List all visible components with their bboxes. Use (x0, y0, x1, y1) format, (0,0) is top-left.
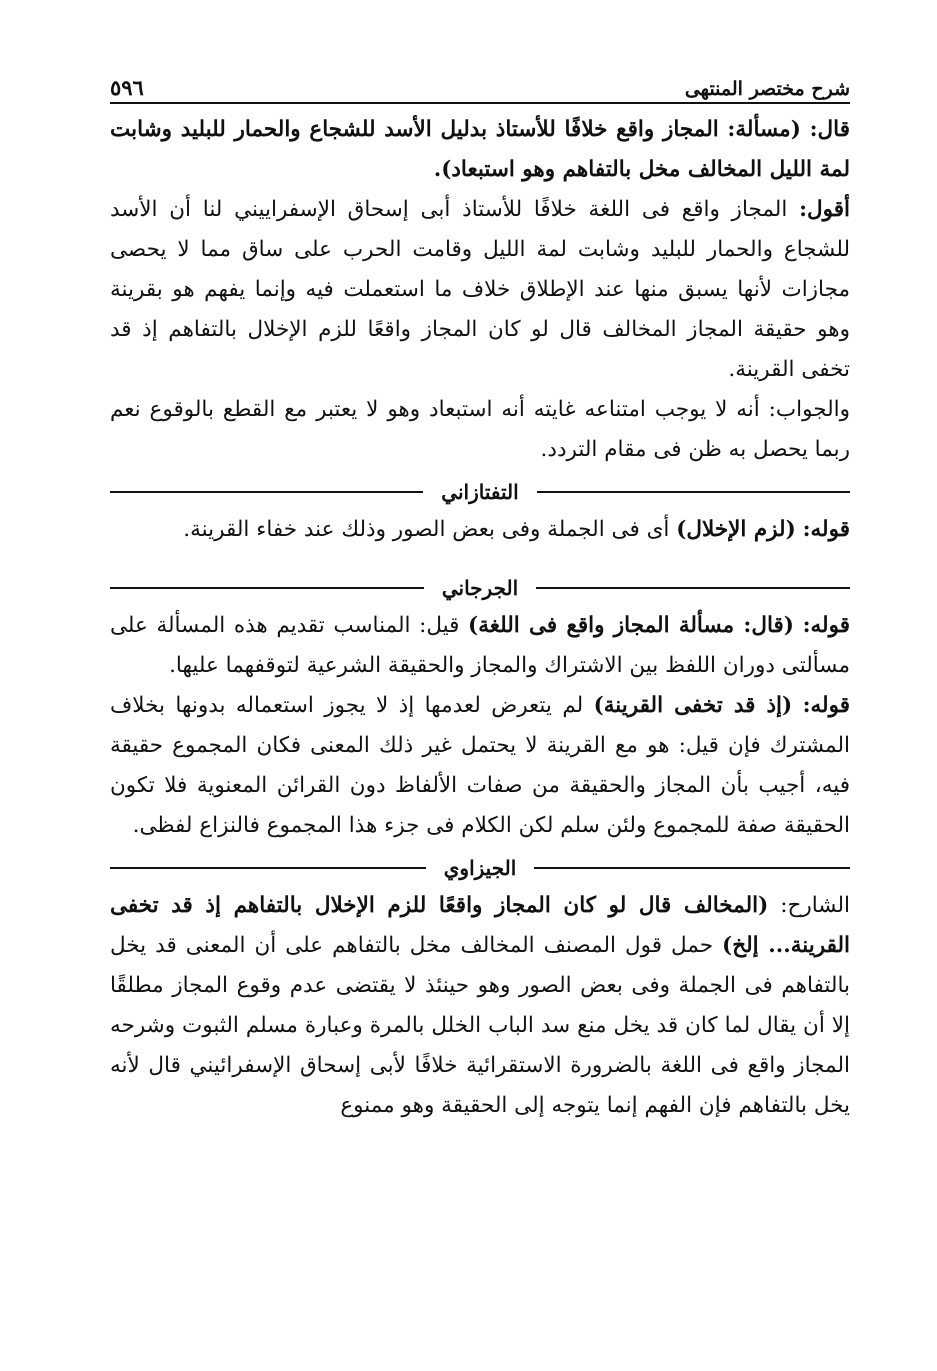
matn-text: (مسألة: المجاز واقع خلافًا للأستاذ بدليل الأسد للشجاع والحمار للبليد وشابت لمة الليل المخالف مخل بالتفاهم وهو استبعاد). (110, 117, 850, 182)
matn-lead: قال: (809, 117, 850, 142)
sharh-paragraph-1 (110, 190, 850, 390)
sharh-text-1: المجاز واقع فى اللغة خلافًا للأستاذ أبى إسحاق الإسفراييني لنا أن الأسد للشجاع والحمار للبليد وشابت لمة الليل وقامت الحرب على ساق مما لا يحصى مجازات لأنها يسبق منها عند الإطلاق خلاف ما استعملت فيه وإنما يفهم هو بقرينة وهو حقيقة المجاز المخالف قال لو كان المجاز واقعًا للزم الإخلال بالتفاهم إذ قد تخفى القرينة. (110, 197, 850, 382)
page-number: ٥٩٦ (110, 75, 144, 100)
matn-paragraph (110, 110, 850, 190)
jurjani-paragraph-1 (110, 606, 850, 686)
jizawi-paragraph-1 (110, 886, 850, 1126)
divider-rule (110, 587, 424, 589)
divider-rule (110, 867, 426, 869)
sharh-text-2: والجواب: أنه لا يوجب امتناعه غايته أنه استبعاد وهو لا يعتبر مع القطع بالوقوع نعم ربما يحصل به ظن فى مقام التردد. (110, 397, 850, 462)
running-header (110, 70, 850, 104)
section-divider-taftazani (110, 480, 850, 504)
divider-rule (536, 587, 850, 589)
jurjani-text-2: لم يتعرض لعدمها إذ لا يجوز استعماله بدونها بخلاف المشترك فإن قيل: هو مع القرينة لا يحتمل غير ذلك المعنى فكان المجموع حقيقة فيه، أجيب بأن المجاز والحقيقة من صفات الألفاظ دون القرائن المعنوية فلا تكون الحقيقة صفة للمجموع ولئن سلم لكن الكلام فى جزء هذا المجموع فالنزاع لفظى. (110, 693, 850, 838)
jizawi-quote: (المخالف قال لو كان المجاز واقعًا للزم الإخلال بالتفاهم إذ قد تخفى القرينة... إلخ) (110, 893, 850, 958)
taftazani-lead: قوله: (802, 517, 850, 542)
taftazani-quote: (لزم الإخلال) (676, 517, 796, 542)
divider-rule (537, 491, 850, 493)
section-label-taftazani: التفتازاني (441, 480, 519, 504)
sharh-paragraph-2 (110, 390, 850, 470)
divider-rule (110, 491, 423, 493)
jurjani-quote-2: (إذ قد تخفى القرينة) (593, 693, 793, 718)
jurjani-paragraph-2 (110, 686, 850, 846)
jizawi-text: حمل قول المصنف المخالف مخل بالتفاهم على أن المعنى قد يخل بالتفاهم فى الجملة وفى بعض الصور وهو حينئذ لا يقتضى عدم وقوع المجاز مطلقًا إلا أن يقال لما كان قد يخل منع سد الباب الخلل بالمرة وعبارة مسلم الثبوت وشرحه المجاز واقع فى اللغة بالضرورة الاستقرائية خلافًا لأبى إسحاق الإسفرائيني قال لأنه يخل بالتفاهم فإن الفهم إنما يتوجه إلى الحقيقة وهو ممنوع (110, 933, 850, 1118)
taftazani-paragraph-1 (110, 510, 850, 550)
jurjani-lead-2: قوله: (802, 693, 850, 718)
jurjani-quote-1: (قال: مسألة المجاز واقع فى اللغة) (468, 613, 794, 638)
section-divider-jizawi (110, 856, 850, 880)
sharh-lead: أقول: (799, 197, 850, 222)
section-label-jizawi: الجيزاوي (443, 856, 517, 880)
divider-rule (534, 867, 850, 869)
book-title: شرح مختصر المنتهى (684, 78, 850, 100)
taftazani-text: أى فى الجملة وفى بعض الصور وذلك عند خفاء القرينة. (183, 517, 670, 542)
document-page (110, 70, 850, 1126)
section-label-jurjani: الجرجاني (441, 576, 519, 600)
jizawi-lead: الشارح: (780, 893, 851, 918)
jurjani-text-1: قيل: المناسب تقديم هذه المسألة على مسألتى دوران اللفظ بين الاشتراك والمجاز والحقيقة الشرعية لتوقفهما عليها. (110, 613, 850, 678)
jurjani-lead-1: قوله: (802, 613, 850, 638)
section-divider-jurjani (110, 576, 850, 600)
